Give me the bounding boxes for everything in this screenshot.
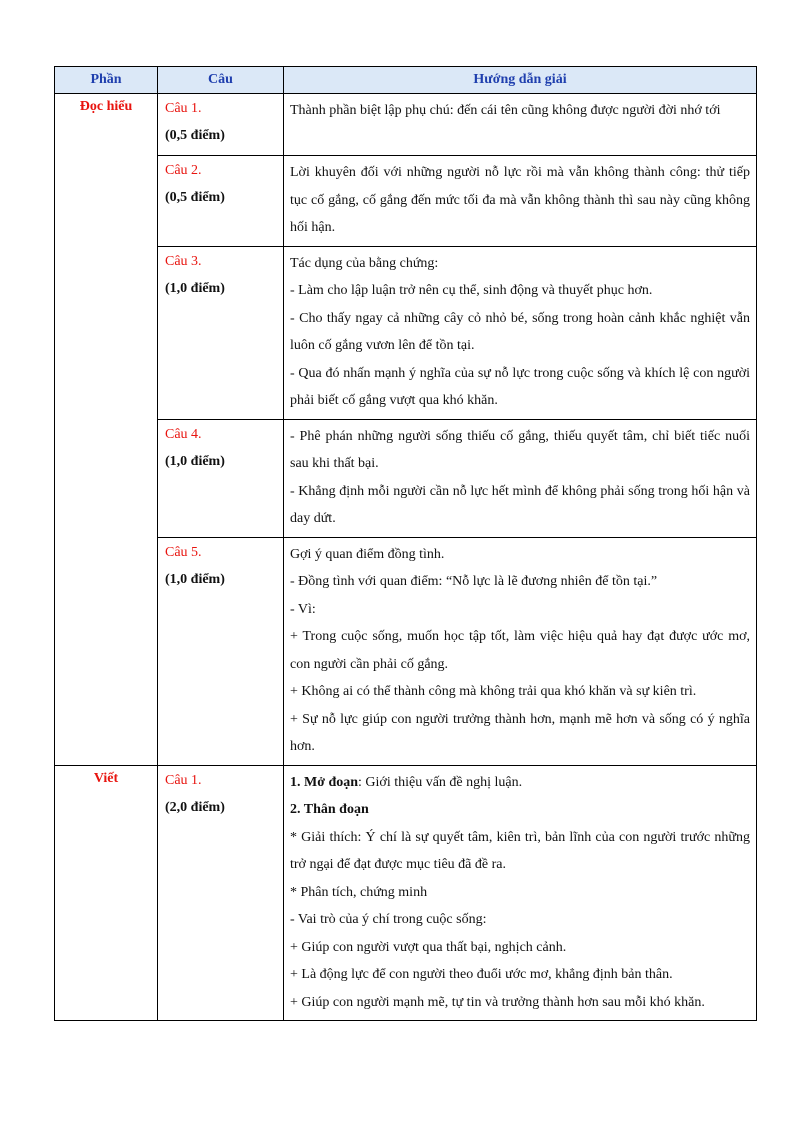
- answer-guide-cell: [284, 765, 757, 1021]
- answer-line: + Giúp con người vượt qua thất bại, nghịch cảnh.: [290, 939, 567, 955]
- answer-line: + Sự nỗ lực giúp con người trưởng thành hơn, mạnh mẽ hơn và sống có ý nghĩa hơn.: [290, 711, 750, 754]
- answer-guide-cell: [284, 156, 757, 247]
- answer-line: * Phân tích, chứng minh: [290, 884, 428, 900]
- question-points: (0,5 điểm): [165, 190, 225, 205]
- answer-heading: 2. Thân đoạn: [290, 802, 369, 817]
- answer-line: - Làm cho lập luận trở nên cụ thể, sinh động và thuyết phục hơn.: [290, 283, 653, 298]
- question-number: Câu 4.: [165, 426, 202, 442]
- table-row: [55, 94, 757, 156]
- question-cell: [158, 537, 284, 765]
- answer-heading: 1. Mở đoạn: [290, 774, 359, 790]
- answer-line: * Giải thích: Ý chí là sự quyết tâm, kiên trì, bản lĩnh của con người trước những trở ngại để đạt được mục tiêu đã đề ra.: [290, 829, 750, 872]
- section-part-label: Viết: [55, 765, 158, 1021]
- answer-line: - Cho thấy ngay cả những cây cỏ nhỏ bé, sống trong hoàn cảnh khắc nghiệt vẫn luôn cố gắng vươn lên để tồn tại.: [290, 310, 750, 353]
- question-number: Câu 3.: [165, 253, 202, 269]
- question-cell: [158, 156, 284, 247]
- answer-key-table: [54, 66, 757, 1021]
- table-row: [55, 537, 757, 765]
- table-row: [55, 419, 757, 537]
- header-guide: Hướng dẫn giải: [284, 67, 757, 94]
- question-cell: [158, 419, 284, 537]
- table-row: [55, 246, 757, 419]
- answer-line: - Khẳng định mỗi người cần nỗ lực hết mình để không phải sống trong hối hận và day dứt.: [290, 483, 750, 526]
- answer-key-page: [54, 66, 756, 1021]
- answer-line: Lời khuyên đối với những người nỗ lực rồi mà vẫn không thành công: thử tiếp tục cố gắng, cố gắng đến mức tối đa mà vẫn không thành thì sau này cũng không hối hận.: [290, 165, 750, 235]
- answer-guide-cell: [284, 246, 757, 419]
- answer-line: - Đồng tình với quan điểm: “Nỗ lực là lẽ đương nhiên để tồn tại.”: [290, 574, 658, 589]
- question-cell: [158, 94, 284, 156]
- table-row: [55, 156, 757, 247]
- question-cell: [158, 246, 284, 419]
- question-points: (1,0 điểm): [165, 280, 225, 296]
- question-cell: [158, 765, 284, 1021]
- answer-line: + Không ai có thể thành công mà không trải qua khó khăn và sự kiên trì.: [290, 684, 697, 699]
- answer-guide-cell: [284, 537, 757, 765]
- answer-line: + Giúp con người mạnh mẽ, tự tin và trưởng thành hơn sau mỗi khó khăn.: [290, 994, 705, 1010]
- answer-line: Thành phần biệt lập phụ chú: đến cái tên cũng không được người đời nhớ tới: [290, 103, 721, 118]
- answer-guide-cell: [284, 419, 757, 537]
- answer-line: Tác dụng của bằng chứng:: [290, 255, 439, 271]
- answer-line: - Qua đó nhấn mạnh ý nghĩa của sự nỗ lực trong cuộc sống và khích lệ con người phải biết cố gắng vượt qua khó khăn.: [290, 365, 750, 408]
- question-number: Câu 1.: [165, 101, 202, 116]
- answer-line: + Là động lực để con người theo đuổi ước mơ, khẳng định bản thân.: [290, 967, 673, 982]
- header-part: Phần: [55, 67, 158, 94]
- answer-line: Gợi ý quan điểm đồng tình.: [290, 546, 445, 562]
- question-number: Câu 5.: [165, 544, 202, 560]
- question-number: Câu 2.: [165, 163, 202, 178]
- question-points: (2,0 điểm): [165, 799, 225, 815]
- answer-line: - Phê phán những người sống thiếu cố gắng, thiếu quyết tâm, chỉ biết tiếc nuối sau khi thất bại.: [290, 428, 750, 471]
- answer-line: - Vai trò của ý chí trong cuộc sống:: [290, 912, 487, 927]
- answer-line: [290, 796, 750, 824]
- table-row: [55, 765, 757, 1021]
- question-points: (1,0 điểm): [165, 571, 225, 587]
- answer-line: + Trong cuộc sống, muốn học tập tốt, làm việc hiệu quả hay đạt được ước mơ, con người cần phải cố gắng.: [290, 629, 750, 672]
- table-body: [55, 94, 757, 1021]
- question-number: Câu 1.: [165, 772, 202, 788]
- question-points: (0,5 điểm): [165, 128, 225, 143]
- section-part-label: Đọc hiểu: [55, 94, 158, 766]
- header-question: Câu: [158, 67, 284, 94]
- answer-guide-cell: [284, 94, 757, 156]
- table-header-row: [55, 67, 757, 94]
- answer-line: [290, 769, 750, 797]
- question-points: (1,0 điểm): [165, 453, 225, 469]
- answer-line: - Vì:: [290, 601, 316, 617]
- answer-heading-text: : Giới thiệu vấn đề nghị luận.: [358, 774, 523, 790]
